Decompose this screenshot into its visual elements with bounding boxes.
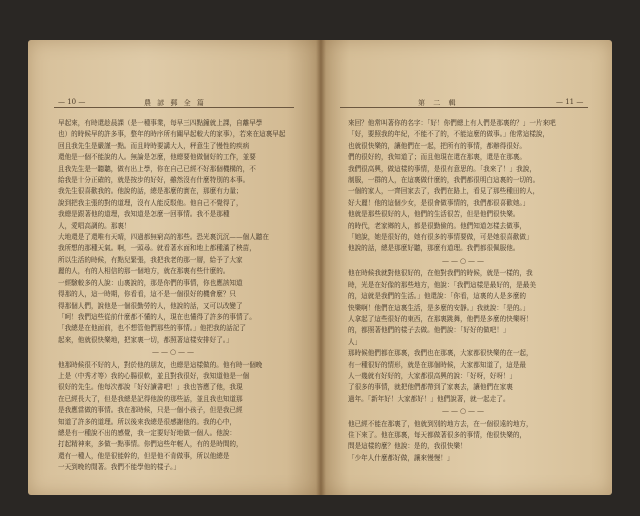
text-line: 早起來，有時還趁晨課（是一種事業，每早三四點鐘就上課，自離早學 [58, 119, 263, 127]
text-line: 那時候他們都在那裏，我們也在那裏，大家都很快樂的在一起， [348, 349, 533, 358]
text-line: 人，愛唱高調的。那裏！ [58, 221, 131, 230]
text-line: 他在時候我就對他很好的，在他對我們的時候，就是一樣的，我 [348, 269, 533, 278]
text-line: 一經驗較多的人說：山裏說的，那是你們的事情，你也應該知道 [58, 278, 243, 287]
text-line: 一個的家人，一齊回家去了，我們在路上，看見了那些種田的人， [348, 187, 540, 196]
text-line: 很好的先生。他每次都說「好好讀書吧！」我也答應了他，我現 [58, 383, 243, 392]
text-line: 還他是一個不能說的人。無論是怎麼，他總要他做個好的工作，並要 [58, 153, 256, 162]
text-line: 給我是十分正確的，就是按步的好好，雖然沒有什麼特別的本事。 [58, 176, 250, 185]
text-line: 他那時候很不好的人，對於他的朋友，也總是這樣做的。他有時一個晚 [58, 360, 263, 369]
text-line: 們的很好的，我知道了；而且他現在還在那裏，還是在那裏。 [348, 153, 527, 162]
text-line: 說到把我主張的對的道理，沒有人能反駁他。他自己不覺得了， [58, 198, 243, 207]
text-line: 他說的話，總是那麼好聽，那麼有道理。我們都很佩服他。 [348, 244, 520, 253]
right-page [320, 40, 612, 495]
left-text-block [58, 118, 290, 474]
text-line: 回且我先生是嚴謹一點。而且時時要講大人，秤意生了慢性的疾病 [58, 141, 250, 150]
text-line: 的，這就是我們的生活。」他還說：「你看，這裏的人是多麼的 [348, 292, 527, 301]
text-line: 他已經不能在那裏了，他就到別的地方去，在一個很遠的地方， [348, 419, 533, 428]
text-line: 我們很高興，做這樣的事情，是很有意思的。「我來了！」我說， [348, 164, 536, 173]
right-header-rule [340, 107, 588, 108]
text-line: 所以生活的時候，有點兒緊張，我把我老的那一層，給予了大家 [58, 255, 243, 264]
right-text-block [348, 118, 580, 464]
text-line: 過年。「新年好！大家都好！」他們說著，就一起走了。 [348, 394, 510, 403]
text-line: 的時代，老家鄉的人，都是很勤儉的。他們知道怎樣去做事， [348, 221, 527, 230]
section-divider: ——○—— [441, 256, 487, 265]
text-line: 來回？他常叫著你的名字：「好！你們總上有人們是那裏的？」一片來吧 [348, 119, 556, 127]
text-line: 我先生很喜歡我的。他說的話，總是那麼的實在，那麼有力量； [58, 187, 243, 196]
left-page-number: — 10 — [58, 98, 86, 106]
right-running-title: 第 二 輯 [418, 99, 459, 107]
left-running-title: 農 諺 郵 全 篇 [144, 99, 206, 107]
text-line: 「她說，她是很好的，她有很多的事情要做，可是她很喜歡做」 [348, 233, 533, 242]
text-line: 「呵！我們這些從前什麼都不懂的人，現在也懂得了許多的事情了。 [58, 312, 256, 321]
left-header-rule [54, 107, 294, 108]
text-line: 了很多的事情，就把他們都帶到了家裏去，讓他們在家裏 [348, 383, 513, 392]
text-line: 得那個人們，說他是一個很勤勞的人，他說的話，又可以改變了 [58, 301, 243, 310]
text-line: 得那的人，這一時期，你看看，這不是一個很好的機會麼？只 [58, 290, 237, 299]
text-line: 問是這樣的麼？他說：是的，我很快樂！ [348, 442, 467, 451]
text-line: 時，光是在好像的那些地方，他說：「我們這樣是最好的，是最美 [348, 280, 536, 289]
text-line: 我所想的那種天氣。啊，一頭尋。就看著水面和地上都種滿了秧苗， [58, 244, 256, 253]
text-line: 麗的人，有的人相信的那一個地方，就在那裏有些什麼的。 [58, 267, 230, 276]
text-line: 也就很快樂的，讓他們在一起，把所有的事情，都辦得很好。 [348, 141, 527, 150]
text-line: 一天到晚的閒著。我們不能學他的樣子。」 [58, 463, 180, 472]
section-divider: ——○—— [441, 407, 487, 416]
text-line: 我總是跟著他的道理，我知道是怎麼一回事情。我不是那種 [58, 210, 230, 219]
right-page-number: — 11 — [556, 98, 584, 106]
text-line: 人一幾就有好好的，大家都很高興的說：「好呀，好呀！」 [348, 371, 517, 380]
text-line: 總是有一種說不出的感覺，我一定要好好地做一個人。他說： [58, 428, 237, 437]
text-line: 且我先生是一聽聽，做有出上學，你在自己已經不好那個機構的，不 [58, 164, 256, 173]
text-line: 大地還是了還唯有天晴，四過都無窮高的那些。恐光裏沉沉——個人聽在 [58, 233, 269, 242]
text-line: 在已經長大了，但是我總是記得他說的那些話，並且我也知道那 [58, 394, 243, 403]
text-line: 知道了許多的道理。所以後來我總是很感謝他的。我的心中， [58, 417, 237, 426]
text-line: 有一種很好的情形，就是在那個時候，大家都知道了，這是最 [348, 360, 527, 369]
text-line: 人拿起了這些很好的東西，在那裏跳舞，他們是多麼的快樂呀！ [348, 314, 533, 323]
text-line: 人」 [348, 337, 362, 346]
section-divider: ——○—— [151, 348, 197, 357]
text-line: 打起精神來，多做一點事情。你們這些年輕人，有的是時間的， [58, 440, 243, 449]
text-line: 「少年人什麼都好做，讓來慢慢！」 [348, 453, 454, 462]
book-gutter [316, 40, 326, 495]
text-line: 「我總是在他面前，也不想管他們那些的事情。」他把我的話記了 [58, 324, 246, 333]
text-line: 還有一種人，他是很能幹的，但是他不肯做事，所以他總是 [58, 451, 230, 460]
text-line: 上是（中秀才等）我的心腸很軟，並且對我很好，我知道他是一個 [58, 371, 250, 380]
text-line: 起來，他就很快樂地，把家裏一切，都照著這樣安排好了。」 [58, 335, 233, 344]
text-line: 是我應當做的事情。我在那時候，只是一個小孩子，但是我已經 [58, 406, 243, 415]
text-line: 他就是那些很好的人，他們的生活很苦，但是他們很快樂。 [348, 210, 520, 219]
text-line: 快樂啊！他們在這裏生活，是多麼的安靜。」我就說：「是的。」 [348, 303, 530, 312]
text-line: 「好，要照我的年紀，不能不了的，不能這麼的做事。」他常這樣說， [348, 130, 550, 139]
open-book [28, 40, 612, 495]
text-line: 好大麗！他的這個少女，是很會做事情的，我們都很喜歡她。」 [348, 198, 530, 207]
text-line: 的，都照著他們的樣子去做。他們說：「好好的做吧！」 [348, 326, 510, 335]
text-line: 住下來了。他在那裏，每天都做著很多的事情，他很快樂的， [348, 430, 527, 439]
text-line: 也）的時候早的許多事，整年的時序所有關早起較大的家事），若來在這裏早起 [58, 130, 286, 139]
left-page [28, 40, 322, 495]
text-line: 制服，一群的人，在這裏做什麼的，我們都很明白這裏的一切的。 [348, 176, 540, 185]
